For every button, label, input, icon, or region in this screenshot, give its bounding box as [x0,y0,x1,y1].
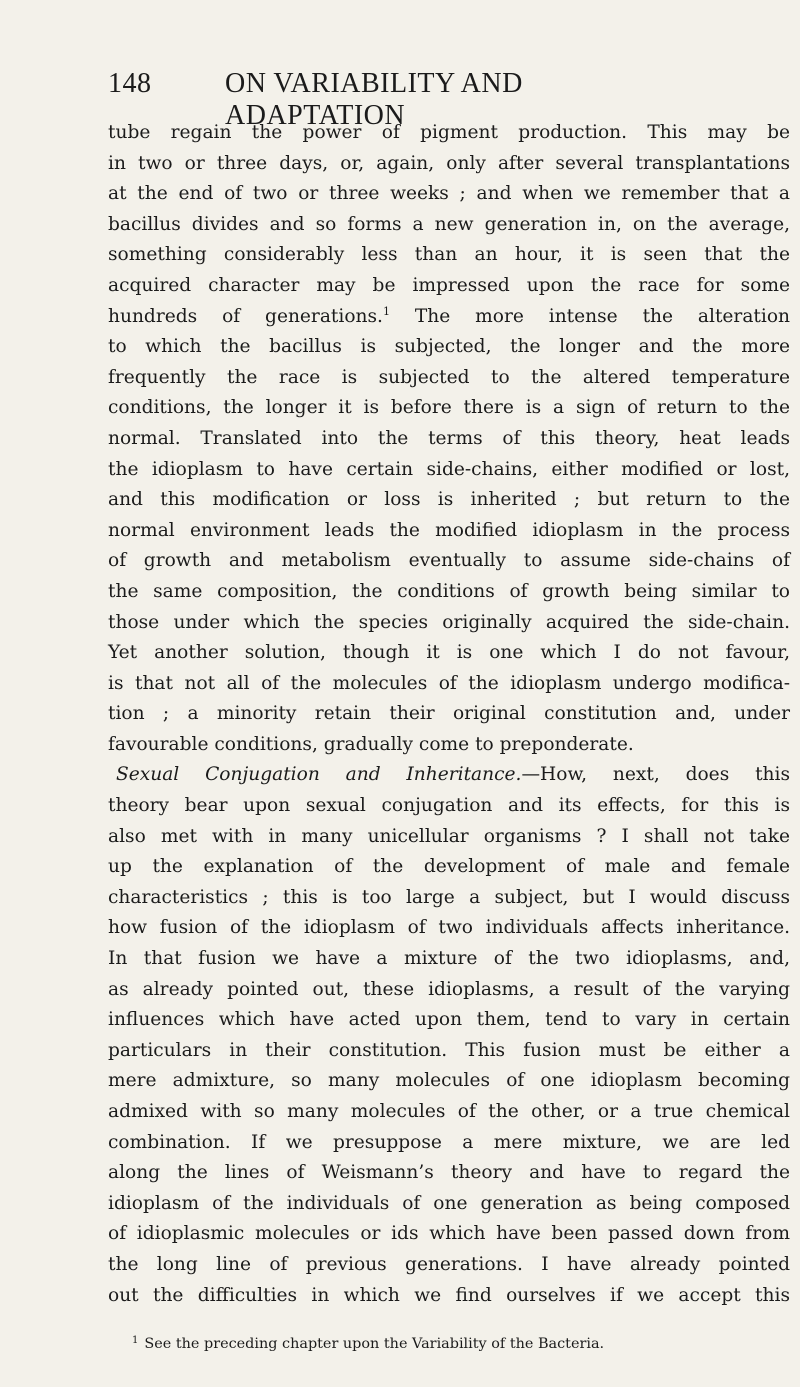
text-line: acquired character may be impressed upon the race for some [108,274,790,296]
footnote-text: See the preceding chapter upon the Variability of the Bacteria. [144,1336,605,1352]
page-number: 148 [108,68,152,99]
text-fragment: The more intense the alteration [389,305,790,327]
text-line: up the explanation of the development of male and female [108,856,790,878]
text-line: favourable conditions, gradually come to preponderate. [108,733,634,755]
text-line: theory bear upon sexual conjugation and its effects, for this is [108,795,790,817]
text-line: In that fusion we have a mixture of the two idioplasms, and, [108,948,790,970]
text-line: bacillus divides and so forms a new generation in, on the average, [108,213,790,235]
text-line: of idioplasmic molecules or ids which have been passed down from [108,1223,790,1245]
footnote-marker: 1 [132,1335,139,1346]
page-header [108,68,688,131]
footnote [132,1336,782,1352]
text-line: the same composition, the conditions of growth being similar to [108,580,790,602]
text-line: is that not all of the molecules of the idioplasm undergo modifica- [108,672,790,694]
text-line: influences which have acted upon them, tend to vary in certain [108,1009,790,1031]
text-line: conditions, the longer it is before there is a sign of return to the [108,397,790,419]
section-heading: Sexual Conjugation and Inheritance. [116,764,522,786]
text-line: in two or three days, or, again, only after several transplantations [108,152,790,174]
text-line: frequently the race is subjected to the altered temperature [108,366,790,388]
text-line: normal environment leads the modified idioplasm in the process [108,519,790,541]
text-line: along the lines of Weismann’s theory and have to regard the [108,1162,790,1184]
text-fragment: —How, next, does this [521,764,791,786]
text-line: to which the bacillus is subjected, the longer and the more [108,336,790,358]
text-line: combination. If we presuppose a mere mixture, we are led [108,1131,790,1153]
text-line: out the difficulties in which we find ourselves if we accept this [108,1284,790,1306]
text-line: the long line of previous generations. I have already pointed [108,1253,790,1275]
text-line: also met with in many unicellular organisms ? I shall not take [108,825,790,847]
text-line: of growth and metabolism eventually to assume side-chains of [108,550,790,572]
text-line: particulars in their constitution. This fusion must be either a [108,1039,790,1061]
text-line [108,302,790,333]
text-line: those under which the species originally acquired the side-chain. [108,611,790,633]
text-line: something considerably less than an hour, it is seen that the [108,244,790,266]
text-line: mere admixture, so many molecules of one idioplasm becoming [108,1070,790,1092]
section-start-line [108,760,790,791]
text-line: normal. Translated into the terms of this theory, heat leads [108,427,790,449]
text-line: admixed with so many molecules of the other, or a true chemical [108,1101,790,1122]
text-line: the idioplasm to have certain side-chains, either modified or lost, [108,458,790,480]
text-line: tion ; a minority retain their original constitution and, under [108,703,790,725]
footnote-reference: 1 [382,304,390,318]
text-line: how fusion of the idioplasm of two individuals affects inheritance. [108,917,790,939]
text-line: at the end of two or three weeks ; and when we remember that a [108,183,790,205]
text-line: characteristics ; this is too large a subject, but I would discuss [108,886,790,908]
text-line: Yet another solution, though it is one which I do not favour, [108,642,790,664]
text-line: and this modification or loss is inherited ; but return to the [108,489,790,511]
running-title: ON VARIABILITY AND ADAPTATION [225,68,523,131]
text-line: tube regain the power of pigment production. This may be [108,122,790,143]
text-fragment: hundreds of generations. [108,305,383,327]
text-line: idioplasm of the individuals of one generation as being composed [108,1192,790,1214]
text-line: as already pointed out, these idioplasms, a result of the varying [108,978,790,1000]
body-text [108,118,790,1311]
